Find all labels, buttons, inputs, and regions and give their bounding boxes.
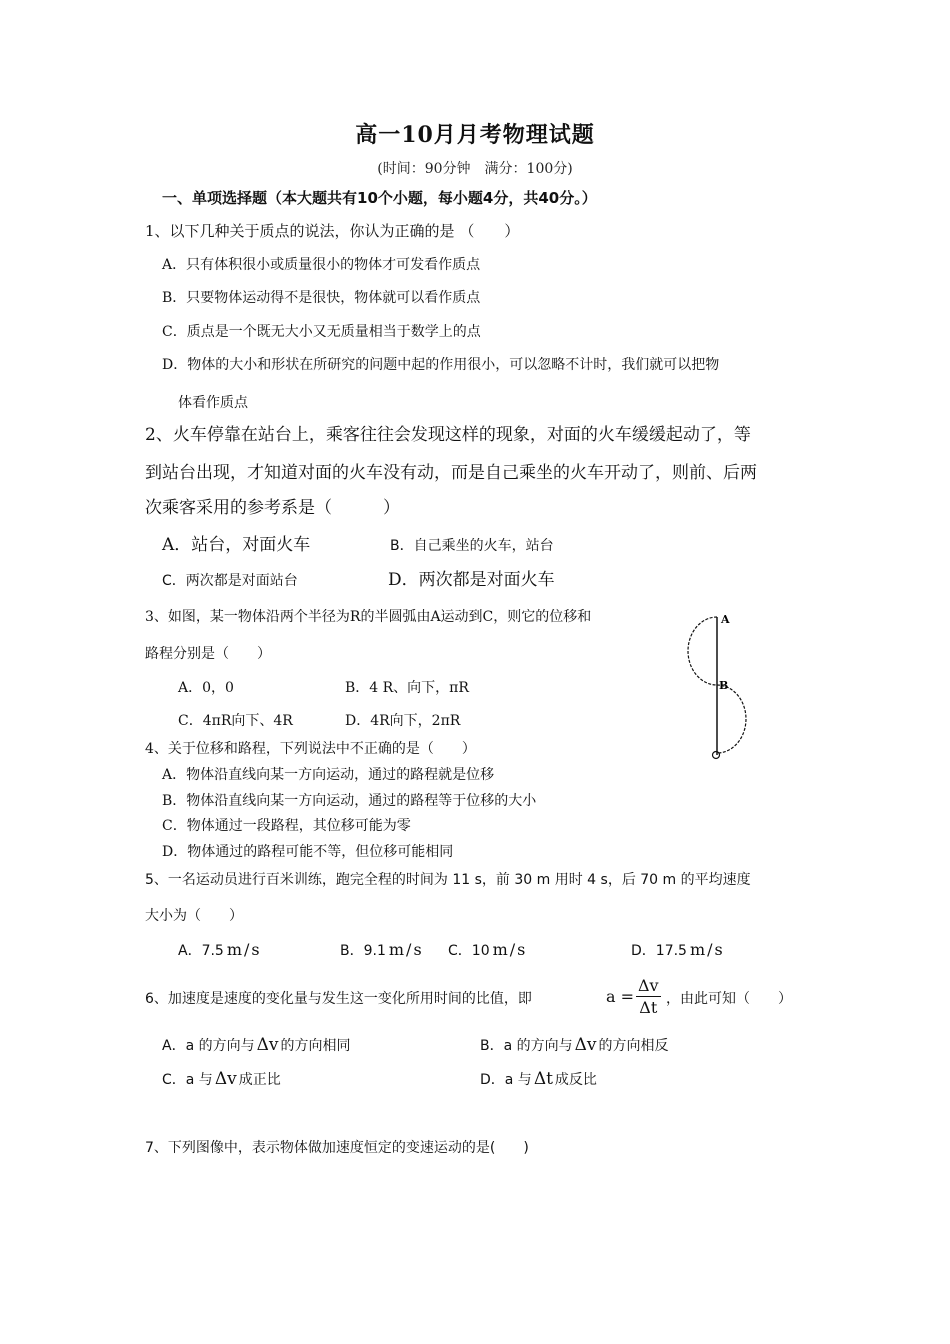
q2-stem-line2: 到站台出现，才知道对面的火车没有动，而是自己乘坐的火车开动了，则前、后两: [145, 463, 757, 483]
q5-option-a: [178, 942, 262, 958]
q4-option-c: C．物体通过一段路程，其位移可能为零: [162, 818, 411, 834]
q4-option-d: D．物体通过的路程可能不等，但位移可能相同: [162, 844, 454, 860]
point-b-label: B: [719, 679, 729, 692]
q5-stem-line1: 5、一名运动员进行百米训练，跑完全程的时间为 11 s，前 30 m 用时 4 s，后 70 m 的平均速度: [145, 872, 751, 888]
q6-option-b-symbol: Δv: [574, 1035, 597, 1055]
point-a-label: A: [721, 613, 730, 626]
q5-option-b-unit: m/s: [388, 940, 424, 959]
q6-stem-post: ，由此可知（ ）: [666, 991, 792, 1007]
q5-option-a-value: 7.5: [201, 943, 224, 959]
q2-stem-line3: 次乘客采用的参考系是（ ）: [145, 498, 400, 518]
q6-option-b-post: 的方向相反: [598, 1038, 669, 1054]
q6-option-d-post: 成反比: [554, 1072, 597, 1088]
q3-semicircle-figure: [680, 605, 760, 765]
q6-option-b-pre: B．a 的方向与: [480, 1038, 573, 1054]
q6-option-a: [162, 1037, 351, 1054]
q3-option-c: C．4πR向下、4R: [178, 713, 293, 729]
q3-stem-line2: 路程分别是（ ）: [145, 646, 271, 662]
q3-option-d: D．4R向下，2πR: [345, 713, 461, 729]
q5-option-d-unit: m/s: [689, 940, 725, 959]
q1-stem: 1、以下几种关于质点的说法，你认为正确的是 （ ）: [145, 222, 520, 240]
q1-option-a: A．只有体积很小或质量很小的物体才可发看作质点: [162, 257, 481, 273]
q5-option-d: [631, 942, 725, 958]
q6-option-d-pre: D．a 与: [480, 1072, 532, 1088]
q6-option-c: [162, 1071, 281, 1088]
q6-option-a-post: 的方向相同: [280, 1038, 351, 1054]
q1-option-b: B．只要物体运动得不是很快，物体就可以看作质点: [162, 290, 481, 306]
q5-option-c-unit: m/s: [492, 940, 528, 959]
upper-semicircle-arc: [688, 617, 717, 685]
q3-stem-line1: 3、如图，某一物体沿两个半径为R的半圆弧由A运动到C，则它的位移和: [145, 609, 592, 625]
q5-option-d-value: 17.5: [655, 943, 687, 959]
page-title: 高一10月月考物理试题: [355, 122, 595, 148]
q1-option-c: C．质点是一个既无大小又无质量相当于数学上的点: [162, 324, 481, 340]
q5-option-b-value: 9.1: [363, 943, 386, 959]
q5-option-a-label: A．: [178, 943, 202, 959]
q6-option-c-post: 成正比: [238, 1072, 281, 1088]
q5-stem-line2: 大小为（ ）: [145, 908, 243, 924]
q5-option-a-unit: m/s: [226, 940, 262, 959]
q5-option-c: [448, 942, 527, 958]
q2-option-c: C．两次都是对面站台: [162, 573, 298, 589]
q2-stem-line1: 2、火车停靠在站台上，乘客往往会发现这样的现象，对面的火车缓缓起动了，等: [145, 425, 751, 445]
q3-option-a: A．0，0: [178, 680, 234, 696]
q6-option-a-symbol: Δv: [256, 1035, 279, 1055]
q3-option-b: B．4 R、向下，πR: [345, 680, 469, 696]
q4-option-b: B．物体沿直线向某一方向运动，通过的路程等于位移的大小: [162, 793, 537, 809]
q1-option-d-line1: D．物体的大小和形状在所研究的问题中起的作用很小，可以忽略不计时，我们就可以把物: [162, 357, 720, 373]
q5-option-b: [340, 942, 424, 958]
section-heading: 一、单项选择题（本大题共有10个小题，每小题4分，共40分。）: [162, 189, 597, 207]
exam-info: (时间：90分钟 满分：100分): [377, 161, 573, 177]
q6-option-b: [480, 1037, 669, 1054]
q6-option-d-symbol: Δt: [533, 1069, 553, 1089]
q6-option-a-pre: A．a 的方向与: [162, 1038, 255, 1054]
q6-formula-fraction: [636, 976, 661, 1019]
q5-option-b-label: B．: [340, 943, 364, 959]
q6-formula-lhs: a =: [606, 987, 635, 1006]
q1-option-d-line2: 体看作质点: [178, 395, 248, 411]
q6-option-c-pre: C．a 与: [162, 1072, 213, 1088]
q5-option-d-label: D．: [631, 943, 656, 959]
q5-option-c-value: 10: [471, 943, 490, 959]
q6-option-d: [480, 1071, 597, 1088]
q2-option-a: A．站台，对面火车: [162, 535, 311, 555]
q7-stem: 7、下列图像中，表示物体做加速度恒定的变速运动的是( ): [145, 1140, 529, 1156]
q6-formula-denominator: Δt: [639, 998, 658, 1017]
q4-stem: 4、关于位移和路程，下列说法中不正确的是（ ）: [145, 741, 476, 757]
point-c-marker: [713, 752, 720, 759]
lower-semicircle-arc: [717, 685, 746, 753]
q4-option-a: A．物体沿直线向某一方向运动，通过的路程就是位移: [162, 767, 495, 783]
q6-formula-numerator: Δv: [638, 976, 659, 995]
q2-option-b: B．自己乘坐的火车，站台: [390, 538, 554, 554]
q6-stem-pre: 6、加速度是速度的变化量与发生这一变化所用时间的比值，即: [145, 991, 532, 1007]
q6-option-c-symbol: Δv: [214, 1069, 237, 1089]
q5-option-c-label: C．: [448, 943, 472, 959]
q2-option-d: D．两次都是对面火车: [388, 570, 555, 590]
